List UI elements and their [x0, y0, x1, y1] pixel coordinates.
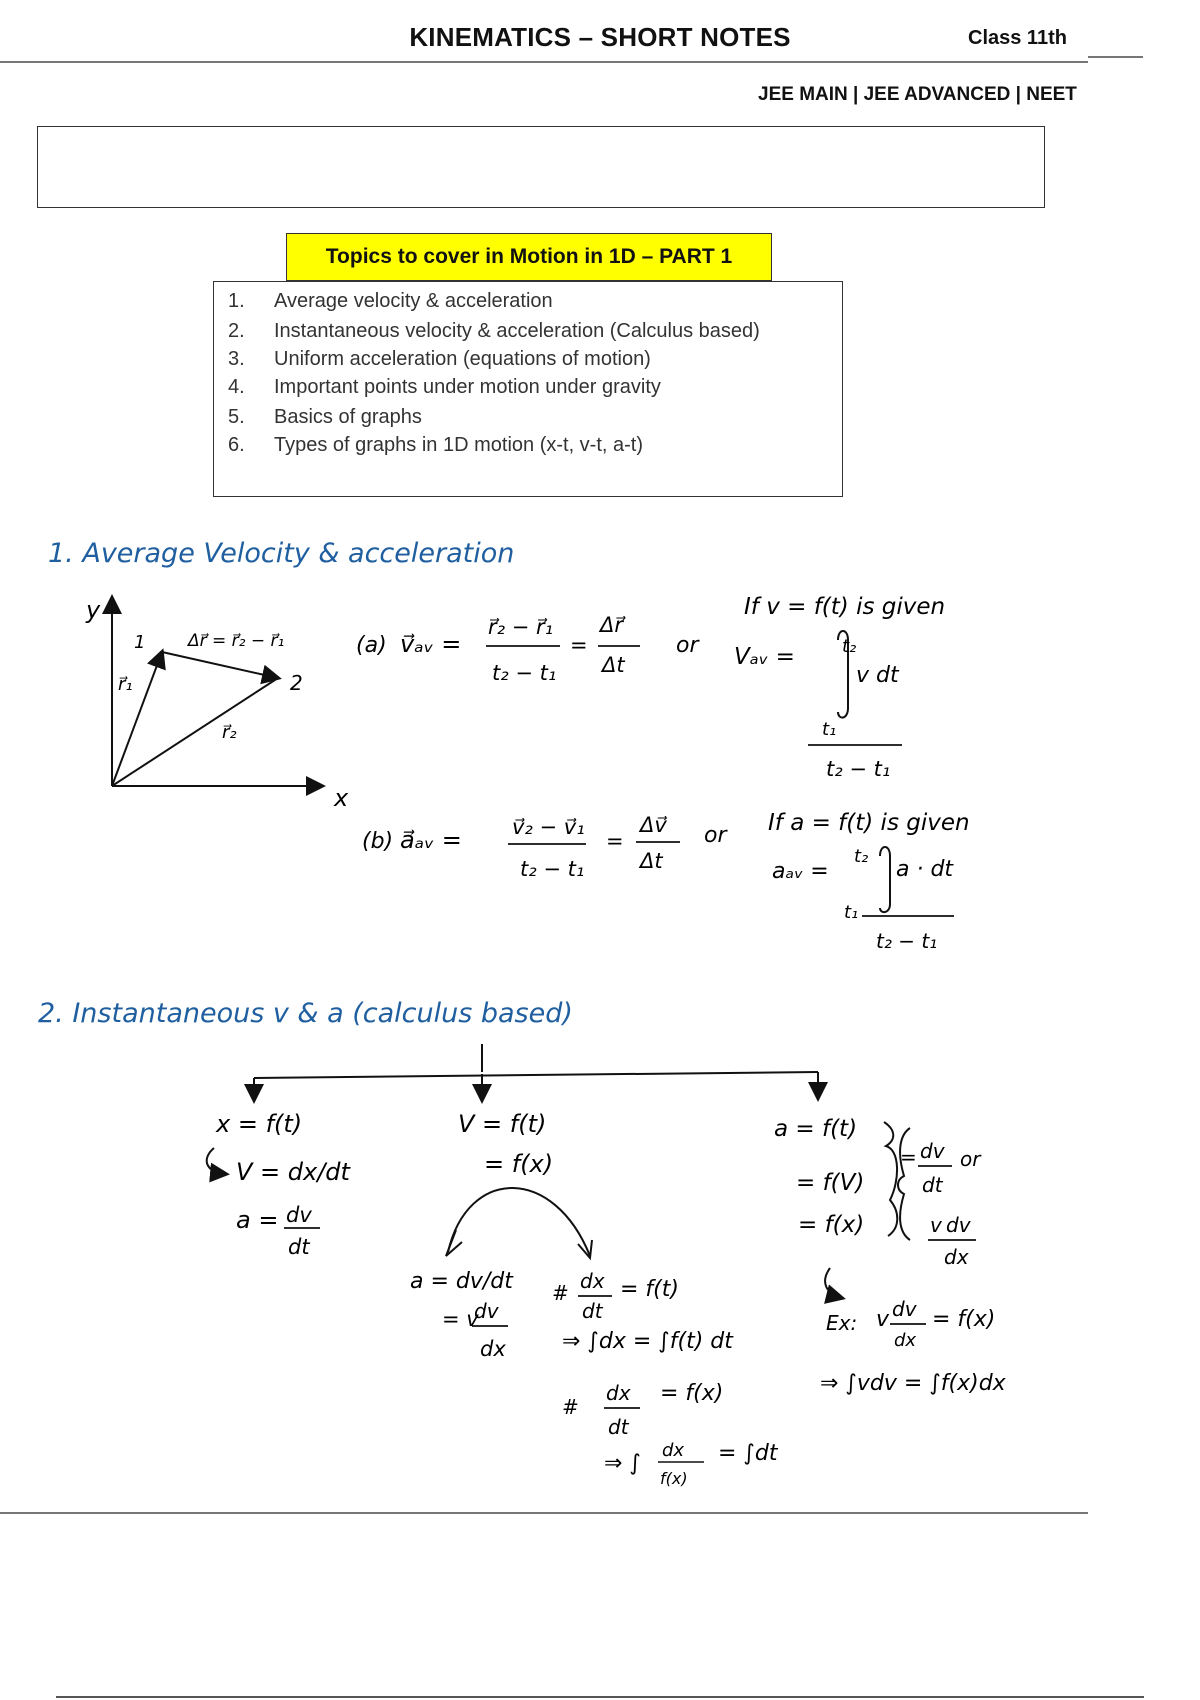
col2-accel-v: = v	[442, 1307, 479, 1331]
curved-arrow	[825, 1268, 842, 1298]
col3-accel-v: = f(V)	[796, 1170, 865, 1196]
topic-item: 6. Types of graphs in 1D motion (x-t, v-t, a-t)	[228, 434, 644, 456]
r2-num: dx	[606, 1381, 631, 1405]
section1-title: 1. Average Velocity & acceleration	[48, 538, 515, 569]
r1-den: dt	[582, 1299, 603, 1323]
r2-integral-pre: ⇒ ∫	[604, 1451, 641, 1476]
eq-a-numerator-2: Δr⃗	[600, 613, 623, 637]
r2-eq: = f(x)	[660, 1381, 724, 1406]
eq-b-denominator: t₂ − t₁	[520, 857, 585, 881]
v-denominator: t₂ − t₁	[826, 757, 891, 781]
point-2-label: 2	[290, 671, 303, 695]
r2-den: dt	[608, 1415, 629, 1439]
r1-eq: = f(t)	[620, 1277, 679, 1302]
r1-num: dx	[580, 1269, 605, 1293]
arrowhead	[446, 1230, 462, 1256]
ex-v: v	[876, 1307, 890, 1332]
a-lower-limit: t₁	[844, 902, 859, 923]
eq-a-denominator-2: Δt	[602, 653, 625, 677]
page-title: KINEMATICS – SHORT NOTES	[409, 22, 791, 52]
or-label: or	[704, 823, 727, 848]
col1-num: dv	[286, 1203, 312, 1227]
r2-int-post: = ∫dt	[718, 1441, 778, 1466]
section2-title: 2. Instantaneous v & a (calculus based)	[38, 998, 573, 1029]
col2-accel-t: a = dv/dt	[410, 1269, 513, 1294]
col2-velocity-x: = f(x)	[484, 1150, 554, 1178]
ex-eq: = f(x)	[932, 1307, 996, 1332]
ex-num: dv	[892, 1297, 917, 1321]
vav-label: Vₐᵥ =	[734, 644, 795, 670]
ex-integral: ⇒ ∫vdv = ∫f(x)dx	[820, 1371, 1006, 1396]
branch-bar	[254, 1072, 818, 1078]
col3-accel-t: a = f(t)	[774, 1116, 858, 1142]
brace-eq: =	[900, 1145, 917, 1169]
section-divider	[0, 1512, 1088, 1514]
eq-a-label: (a)	[356, 633, 387, 658]
class-label: Class 11th	[968, 27, 1067, 49]
eq-b-lhs: a⃗ₐᵥ =	[400, 826, 462, 854]
eq-b-denominator-2: Δt	[640, 849, 663, 873]
brace-or: or	[960, 1147, 981, 1171]
r2-label: r⃗₂	[222, 722, 237, 743]
topic-item: 3. Uniform acceleration (equations of motion)	[228, 348, 651, 370]
vector-delta-r	[162, 652, 278, 678]
a-integrand: a · dt	[896, 857, 954, 882]
if-a-given: If a = f(t) is given	[768, 810, 970, 836]
eq-b-label: (b)	[362, 829, 394, 854]
aav-label: aₐᵥ =	[772, 859, 829, 884]
branch-tree	[254, 1044, 818, 1100]
topic-item: 5. Basics of graphs	[228, 406, 422, 428]
curly-brace	[884, 1122, 897, 1236]
ex-den: dx	[894, 1330, 917, 1351]
y-axis-label: y	[86, 596, 101, 624]
v-lower-limit: t₁	[822, 719, 837, 740]
topic-item: 4. Important points under motion under gravity	[228, 376, 661, 398]
r2-int-den: f(x)	[660, 1469, 688, 1488]
topic-item: 2. Instantaneous velocity & acceleration (Calculus based)	[228, 320, 760, 342]
equals-sign: =	[606, 829, 624, 853]
point-1-label: 1	[134, 632, 146, 653]
curved-arrow	[207, 1148, 226, 1174]
eq-a-numerator: r⃗₂ − r⃗₁	[488, 615, 554, 639]
col1-accel: a =	[236, 1206, 279, 1234]
if-v-given: If v = f(t) is given	[744, 594, 946, 620]
exam-list: JEE MAIN | JEE ADVANCED | NEET	[758, 84, 1077, 105]
r1-label: r⃗₁	[118, 674, 133, 695]
footer-rule	[56, 1696, 1144, 1698]
equals-sign: =	[570, 633, 588, 657]
topic-item: 1. Average velocity & acceleration	[228, 290, 553, 312]
col2-accel-den: dx	[480, 1337, 506, 1361]
col1-velocity: V = dx/dt	[236, 1158, 350, 1186]
delta-r-label: Δr⃗ = r⃗₂ − r⃗₁	[188, 631, 285, 651]
eq-a-denominator: t₂ − t₁	[492, 661, 557, 685]
topics-heading: Topics to cover in Motion in 1D – PART 1	[286, 233, 772, 281]
col1-den: dt	[288, 1235, 310, 1259]
col2-velocity-t: V = f(t)	[458, 1110, 547, 1138]
brace-v: v	[930, 1213, 942, 1237]
eq-b-numerator: v⃗₂ − v⃗₁	[512, 815, 585, 839]
r1-integral: ⇒ ∫dx = ∫f(t) dt	[562, 1329, 733, 1354]
brace-num2: dv	[946, 1213, 971, 1237]
example-label: Ex:	[826, 1311, 858, 1335]
col2-accel-num: dv	[474, 1299, 499, 1323]
col1-position: x = f(t)	[216, 1110, 303, 1138]
brace-den: dt	[922, 1173, 943, 1197]
hash-mark: #	[552, 1281, 569, 1305]
hash-mark: #	[562, 1395, 579, 1419]
brace-num: dv	[920, 1139, 945, 1163]
integral-sign	[880, 847, 890, 912]
v-integrand: v dt	[856, 663, 899, 688]
split-curve	[448, 1188, 590, 1256]
v-upper-limit: t₂	[842, 636, 857, 657]
vector-r1	[112, 652, 162, 786]
or-label: or	[676, 633, 699, 658]
a-upper-limit: t₂	[854, 846, 869, 867]
r2-int-num: dx	[662, 1440, 685, 1461]
col3-accel-x: = f(x)	[798, 1212, 865, 1238]
vector-r2	[112, 678, 278, 786]
a-denominator: t₂ − t₁	[876, 929, 938, 953]
eq-b-numerator-2: Δv⃗	[640, 813, 667, 837]
brace-den2: dx	[944, 1245, 969, 1269]
x-axis-label: x	[334, 784, 349, 812]
eq-a-lhs: v⃗ₐᵥ =	[400, 630, 462, 658]
